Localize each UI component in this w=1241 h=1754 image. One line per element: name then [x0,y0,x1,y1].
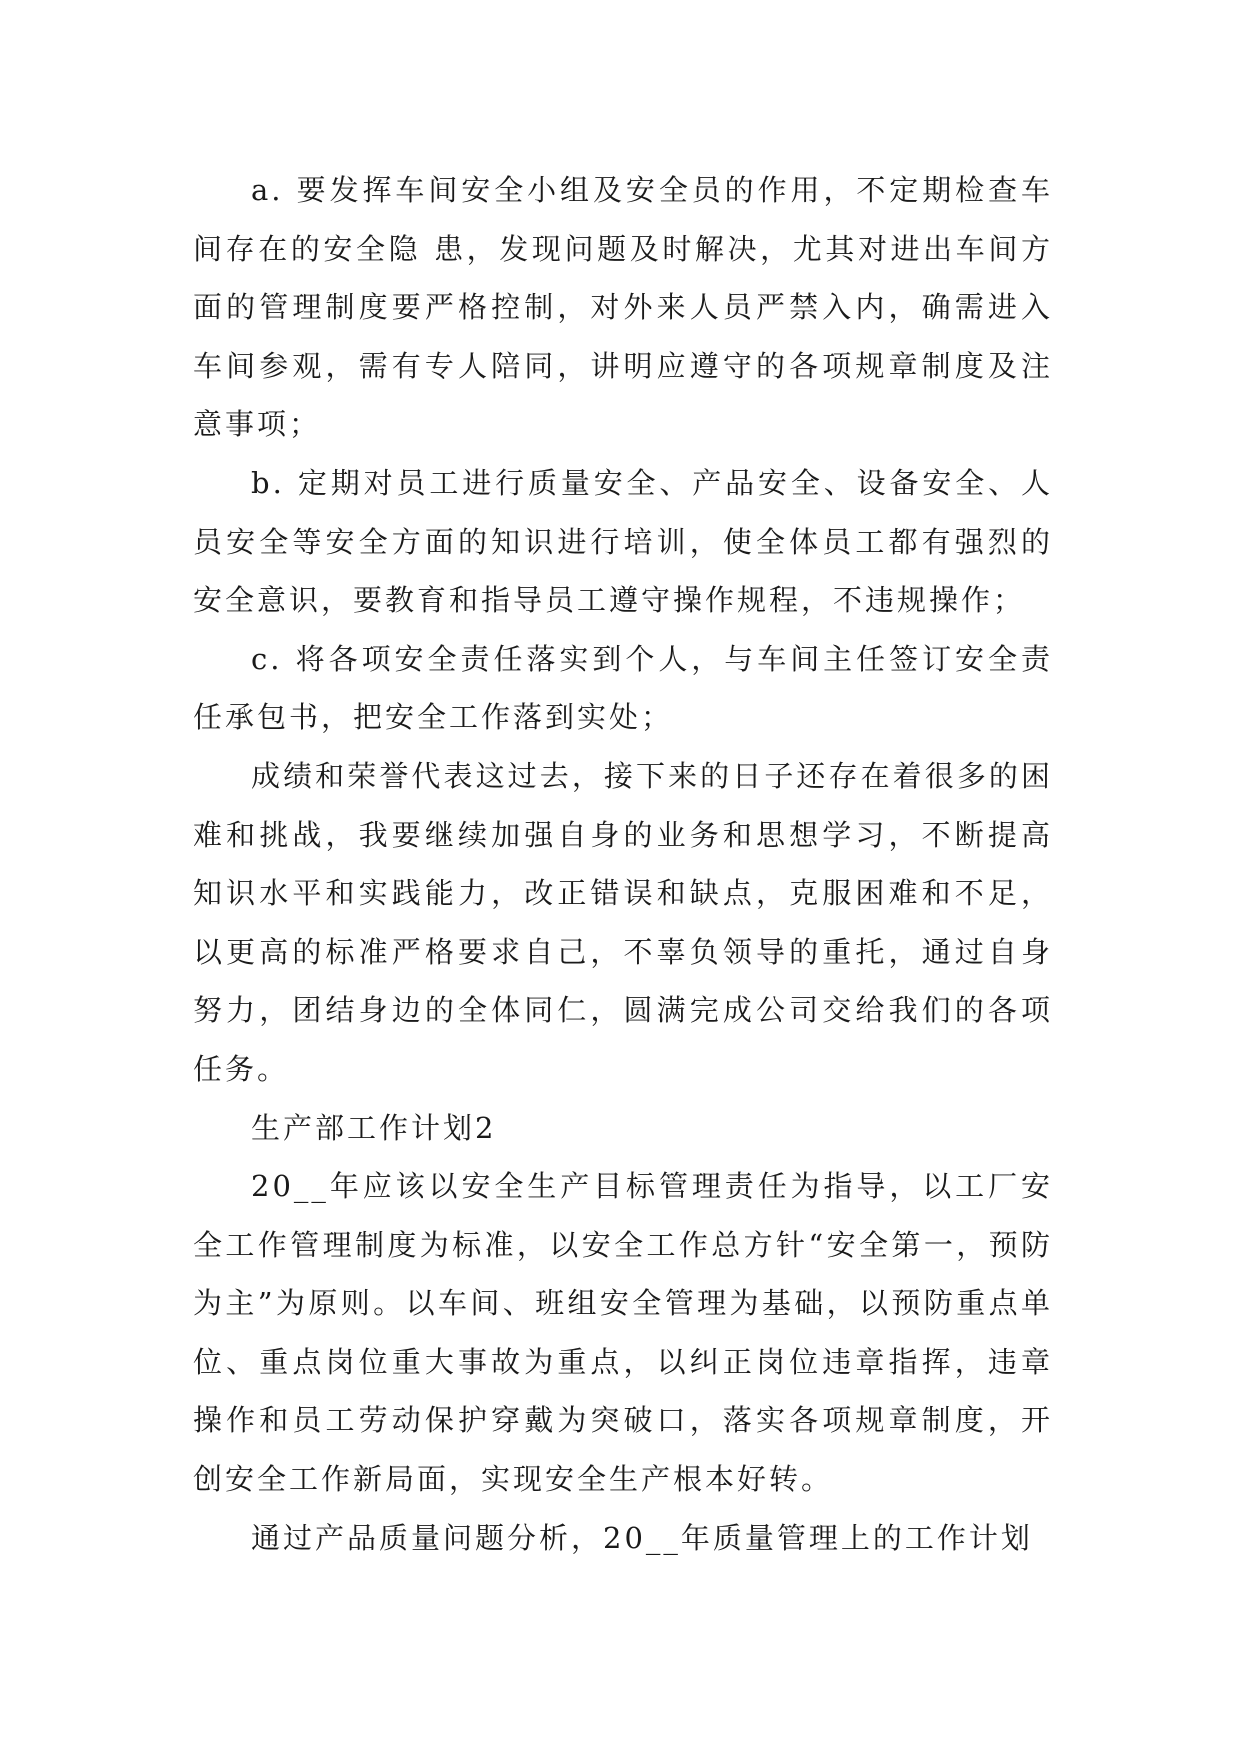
paragraph-summary: 成绩和荣誉代表这过去，接下来的日子还存在着很多的困难和挑战，我要继续加强自身的业务和思想学习，不断提高知识水平和实践能力，改正错误和缺点，克服困难和不足，以更高的标准严格要求自己，不辜负领导的重托，通过自身努力，团结身边的全体同仁，圆满完成公司交给我们的各项任务。 [193,758,1053,1086]
document-body [193,161,1053,1567]
section-heading: 生产部工作计划2 [251,1110,497,1145]
paragraph-plan-intro: 20__年应该以安全生产目标管理责任为指导，以工厂安全工作管理制度为标准，以安全工作总方针“安全第一，预防为主”为原则。以车间、班组安全管理为基础，以预防重点单位、重点岗位重大事故为重点，以纠正岗位违章指挥，违章操作和员工劳动保护穿戴为突破口，落实各项规章制度，开创安全工作新局面，实现安全生产根本好转。 [193,1169,1053,1497]
paragraph-c: c. 将各项安全责任落实到个人，与车间主任签订安全责任承包书，把安全工作落到实处； [193,641,1053,735]
paragraph-b: b. 定期对员工进行质量安全、产品安全、设备安全、人员安全等安全方面的知识进行培训，使全体员工都有强烈的安全意识，要教育和指导员工遵守操作规程，不违规操作； [193,465,1053,618]
paragraph-a: a. 要发挥车间安全小组及安全员的作用，不定期检查车间存在的安全隐 患，发现问题及时解决，尤其对进出车间方面的管理制度要严格控制，对外来人员严禁入内，确需进入车间参观，需有专人陪同，讲明应遵守的各项规章制度及注意事项； [193,173,1053,442]
paragraph-quality: 通过产品质量问题分析，20__年质量管理上的工作计划 [251,1520,1033,1555]
